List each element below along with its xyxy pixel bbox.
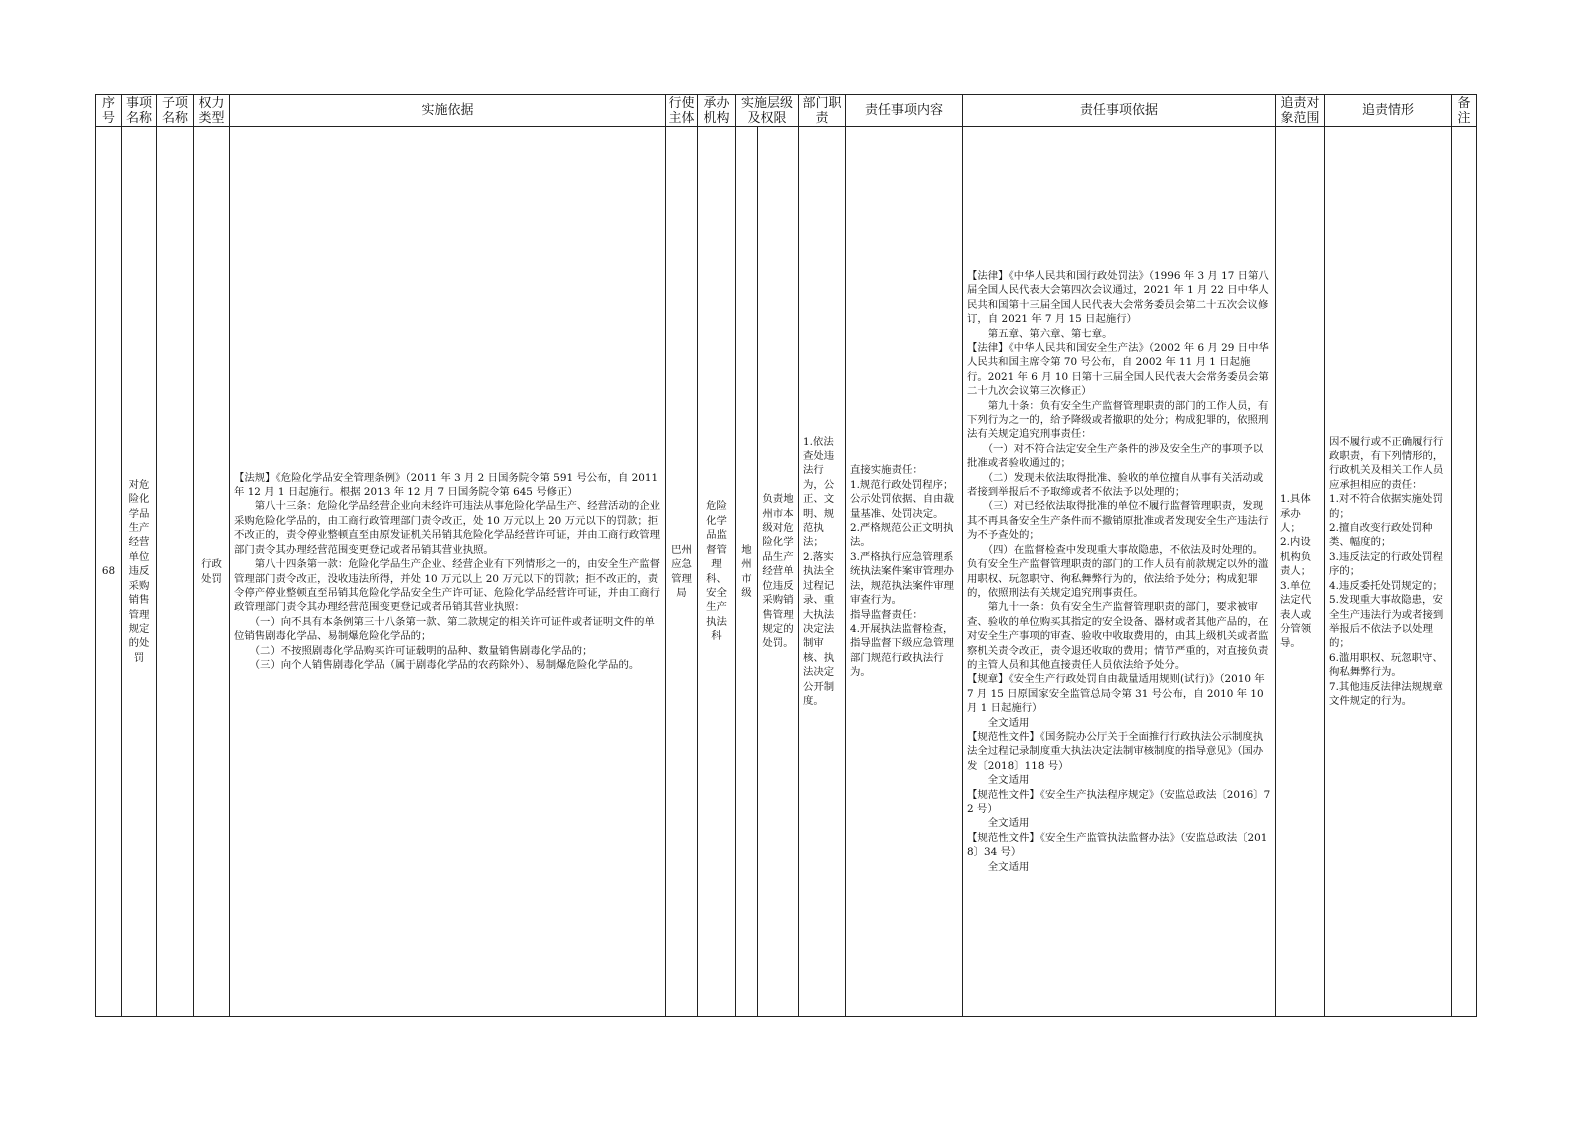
cell-power-type: 行政处罚 — [194, 127, 230, 1017]
header-account-scope: 追责对象范围 — [1276, 95, 1325, 127]
cell-level-a: 地州市级 — [736, 127, 758, 1017]
header-seq: 序号 — [96, 95, 122, 127]
header-remarks: 备注 — [1452, 95, 1477, 127]
table-row — [96, 127, 1477, 1017]
header-level: 实施层级及权限 — [736, 95, 799, 127]
header-account-cases: 追责情形 — [1325, 95, 1452, 127]
cell-account-cases: 因不履行或不正确履行行政职责，有下列情形的，行政机关及相关工作人员应承担相应的责任： 1.对不符合依据实施处罚的； 2.擅自改变行政处罚种类、幅度的； 3.违反法定的行政处罚程序的； 4.违反委托处罚规定的； 5.发现重大事故隐患，安全生产违法行为或者接到举报后不依法予以处理的； 6.滥用职权、玩忽职守、徇私舞弊行为。 7.其他违反法律法规规章文件规定的行为。 — [1325, 127, 1452, 1017]
header-subject: 行使主体 — [666, 95, 698, 127]
power-list-table — [95, 94, 1477, 1017]
header-resp-content: 责任事项内容 — [846, 95, 963, 127]
cell-account-scope: 1.具体承办人； 2.内设机构负责人； 3.单位法定代表人或分管领导。 — [1276, 127, 1325, 1017]
header-agency: 承办机构 — [698, 95, 736, 127]
header-basis: 实施依据 — [230, 95, 666, 127]
header-dept-duty: 部门职责 — [799, 95, 846, 127]
cell-item-name: 对危险化学品生产经营单位违反采购销售管理规定的处罚 — [122, 127, 157, 1017]
header-power-type: 权力类型 — [194, 95, 230, 127]
cell-level-b: 负责地州市本级对危险化学品生产经营单位违反采购销售管理规定的处罚。 — [758, 127, 799, 1017]
header-row — [96, 95, 1477, 127]
cell-subject: 巴州应急管理局 — [666, 127, 698, 1017]
cell-dept-duty: 1.依法查处违法行为，公正、文明、规范执法； 2.落实执法全过程记录、重大执法决定法制审核、执法决定公开制度。 — [799, 127, 846, 1017]
cell-seq: 68 — [96, 127, 122, 1017]
cell-sub-item — [157, 127, 194, 1017]
cell-resp-content: 直接实施责任： 1.规范行政处罚程序；公示处罚依据、自由裁量基准、处罚决定。 2.严格规范公正文明执法。 3.严格执行应急管理系统执法案件案审管理办法，规范执法案件审理审查行为。 指导监督责任： 4.开展执法监督检查，指导监督下级应急管理部门规范行政执法行为。 — [846, 127, 963, 1017]
cell-agency: 危险化学品监督管理科、安全生产执法科 — [698, 127, 736, 1017]
cell-basis: 【法规】《危险化学品安全管理条例》（2011 年 3 月 2 日国务院令第 591 号公布，自 2011 年 12 月 1 日起施行。根据 2013 年 12 月 7 日国务院令第 645 号修正） 第八十三条：危险化学品经营企业向未经许可违法从事危险化学品生产、经营活动的企业采购危险化学品的，由工商行政管理部门责令改正，处 10 万元以上 20 万元以下的罚款；拒不改正的，责令停业整顿直至由原发证机关吊销其危险化学品经营许可证，并由工商行政管理部门责令其办理经营范围变更登记或者吊销其营业执照。 第八十四条第一款：危险化学品生产企业、经营企业有下列情形之一的，由安全生产监督管理部门责令改正，没收违法所得，并处 10 万元以上 20 万元以下的罚款；拒不改正的，责令停产停业整顿直至吊销其危险化学品安全生产许可证、危险化学品经营许可证，并由工商行政管理部门责令其办理经营范围变更登记或者吊销其营业执照： （一）向不具有本条例第三十八条第一款、第二款规定的相关许可证件或者证明文件的单位销售剧毒化学品、易制爆危险化学品的； （二）不按照剧毒化学品购买许可证载明的品种、数量销售剧毒化学品的； （三）向个人销售剧毒化学品（属于剧毒化学品的农药除外）、易制爆危险化学品的。 — [230, 127, 666, 1017]
header-resp-basis: 责任事项依据 — [963, 95, 1276, 127]
cell-resp-basis: 【法律】《中华人民共和国行政处罚法》（1996 年 3 月 17 日第八届全国人民代表大会第四次会议通过，2021 年 1 月 22 日中华人民共和国第十三届全国人民代表大会常务委员会第二十五次会议修订，自 2021 年 7 月 15 日起施行） 第五章、第六章、第七章。 【法律】《中华人民共和国安全生产法》（2002 年 6 月 29 日中华人民共和国主席令第 70 号公布，自 2002 年 11 月 1 日起施行。2021 年 6 月 10 日第十三届全国人民代表大会常务委员会第二十九次会议第三次修正） 第九十条：负有安全生产监督管理职责的部门的工作人员，有下列行为之一的，给予降级或者撤职的处分；构成犯罪的，依照刑法有关规定追究刑事责任： （一）对不符合法定安全生产条件的涉及安全生产的事项予以批准或者验收通过的； （二）发现未依法取得批准、验收的单位擅自从事有关活动或者接到举报后不予取缔或者不依法予以处理的； （三）对已经依法取得批准的单位不履行监督管理职责，发现其不再具备安全生产条件而不撤销原批准或者发现安全生产违法行为不予查处的； （四）在监督检查中发现重大事故隐患，不依法及时处理的。负有安全生产监督管理职责的部门的工作人员有前款规定以外的滥用职权、玩忽职守、徇私舞弊行为的，依法给予处分；构成犯罪的，依照刑法有关规定追究刑事责任。 第九十一条：负有安全生产监督管理职责的部门，要求被审查、验收的单位购买其指定的安全设备、器材或者其他产品的，在对安全生产事项的审查、验收中收取费用的，由其上级机关或者监察机关责令改正，责令退还收取的费用；情节严重的，对直接负责的主管人员和其他直接责任人员依法给予处分。 【规章】《安全生产行政处罚自由裁量适用规则(试行)》（2010 年 7 月 15 日原国家安全监管总局令第 31 号公布，自 2010 年 10 月 1 日起施行） 全文适用 【规范性文件】《国务院办公厅关于全面推行行政执法公示制度执法全过程记录制度重大执法决定法制审核制度的指导意见》（国办发〔2018〕118 号） 全文适用 【规范性文件】《安全生产执法程序规定》（安监总政法〔2016〕72 号） 全文适用 【规范性文件】《安全生产监管执法监督办法》（安监总政法〔2018〕34 号） 全文适用 — [963, 127, 1276, 1017]
header-sub-item: 子项名称 — [157, 95, 194, 127]
cell-remarks — [1452, 127, 1477, 1017]
header-item-name: 事项名称 — [122, 95, 157, 127]
